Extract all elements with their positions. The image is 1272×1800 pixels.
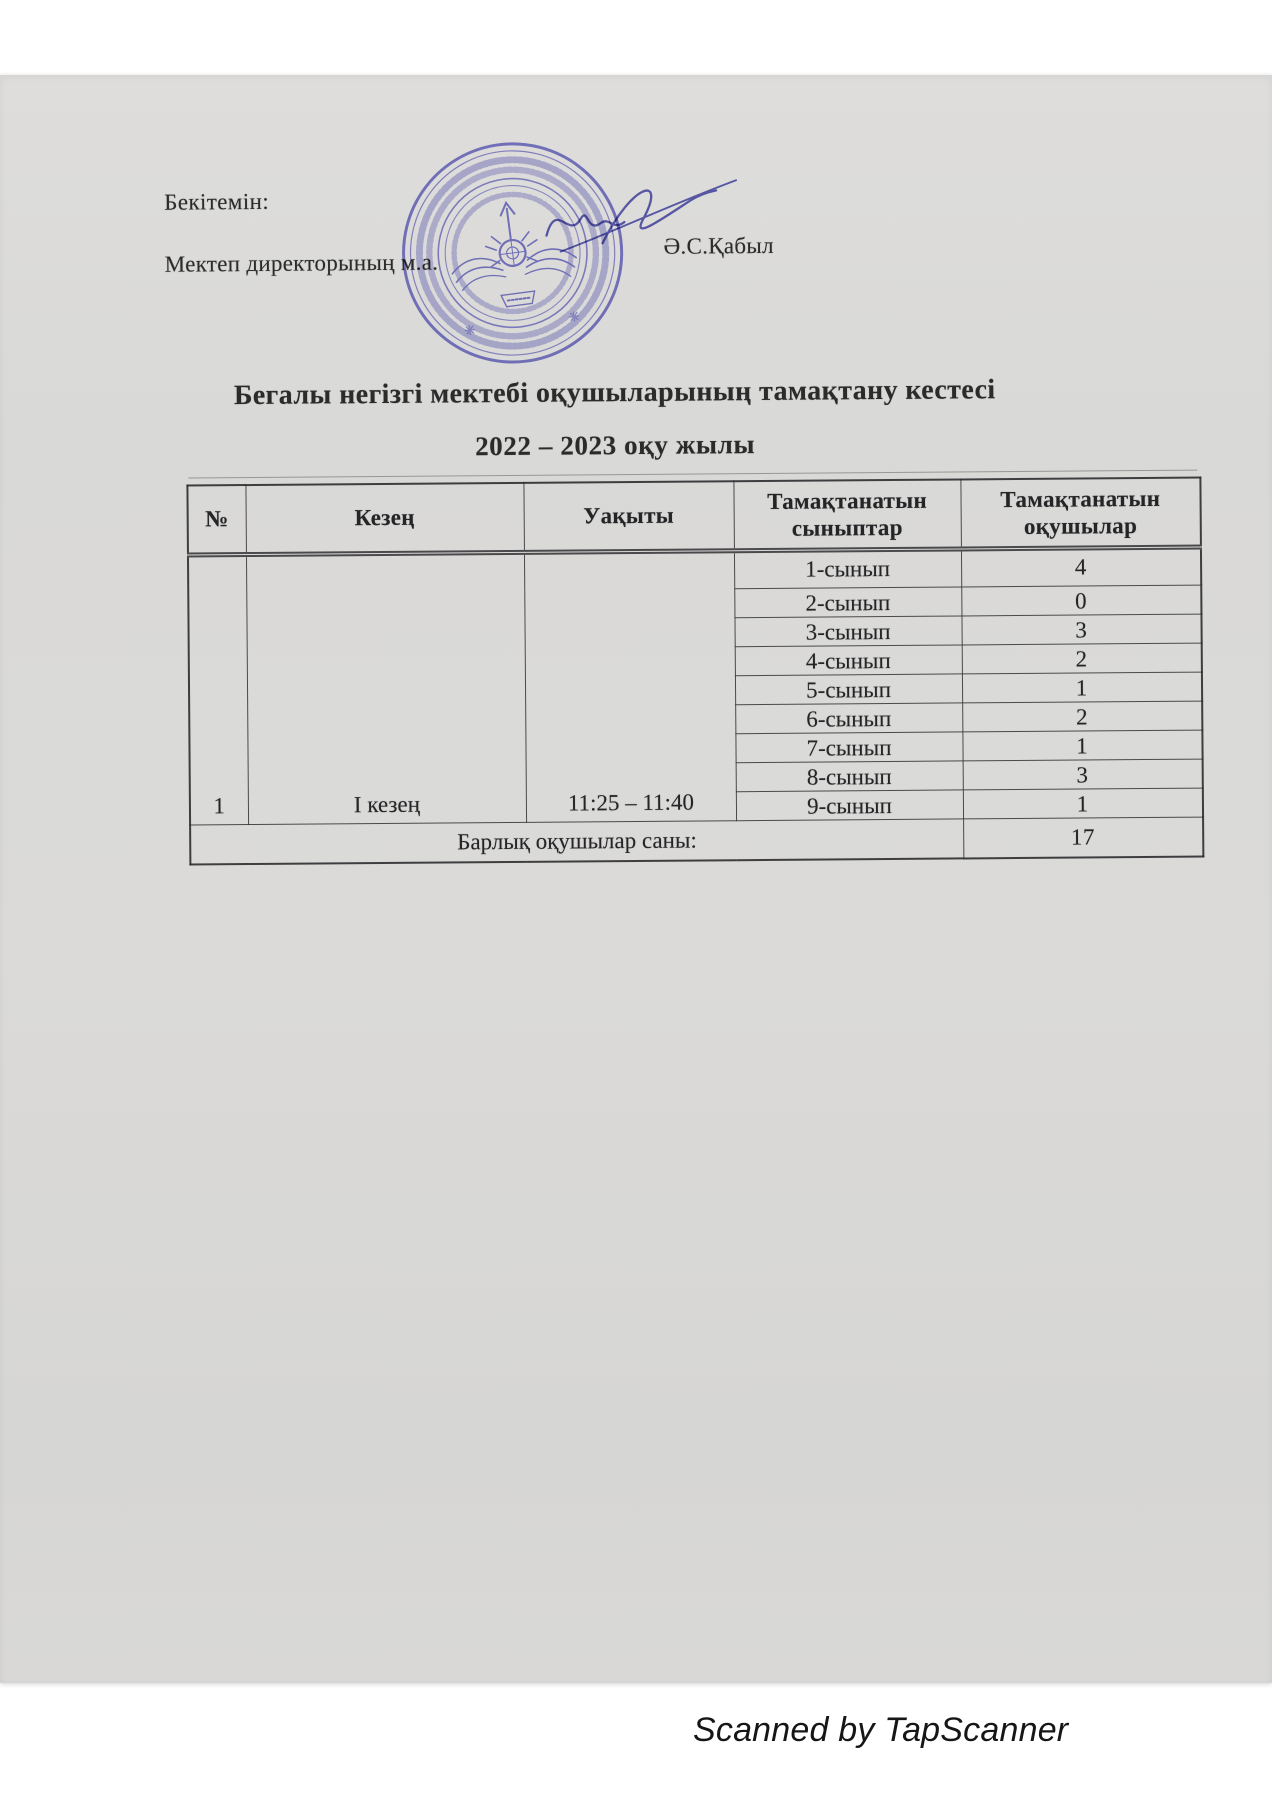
total-label-cell: Барлық оқушылар саны:: [190, 819, 963, 865]
academic-year-subtitle: 2022 – 2023 оқу жылы: [475, 429, 756, 462]
total-value-cell: 17: [963, 817, 1203, 858]
class-name-cell: 3-сынып: [734, 616, 961, 647]
scan-page: [0, 75, 1272, 1683]
period-name-cell: I кезең: [246, 552, 526, 824]
col-header-no: №: [187, 485, 246, 555]
col-header-time: Уақыты: [523, 481, 734, 552]
class-name-cell: 2-сынып: [734, 587, 961, 618]
class-name-cell: 8-сынып: [736, 761, 963, 792]
scanner-watermark: Scanned by TapScanner: [693, 1711, 1069, 1749]
period-number-cell: 1: [188, 555, 248, 825]
document-content: [0, 69, 1272, 1687]
student-count-cell: 2: [962, 701, 1202, 732]
student-count-cell: 3: [963, 759, 1203, 790]
class-name-cell: 9-сынып: [736, 790, 963, 821]
class-name-cell: 5-сынып: [735, 674, 962, 705]
signature-icon: [540, 176, 773, 264]
class-name-cell: 1-сынып: [734, 549, 961, 589]
student-count-cell: 1: [963, 788, 1203, 819]
header-row: [187, 478, 1201, 555]
class-name-cell: 4-сынып: [735, 645, 962, 676]
total-row: [190, 817, 1203, 864]
period-time-cell: 11:25 – 11:40: [524, 551, 736, 823]
class-name-cell: 7-сынып: [735, 732, 962, 763]
director-label: Мектеп директорының м.а.: [164, 249, 439, 277]
meal-schedule-table: [186, 477, 1204, 866]
student-count-cell: 4: [961, 547, 1201, 587]
col-header-period: Кезең: [245, 483, 524, 555]
approve-label: Бекітемін:: [164, 188, 270, 215]
col-header-students: Тамақтанатын оқушылар: [960, 478, 1201, 549]
student-count-cell: 0: [961, 585, 1201, 616]
col-header-classes: Тамақтанатын сыныптар: [733, 479, 961, 550]
student-count-cell: 3: [961, 614, 1201, 645]
class-name-cell: 6-сынып: [735, 703, 962, 734]
student-count-cell: 2: [962, 643, 1202, 674]
document-title: Бегалы негізгі мектебі оқушыларының тамақтану кестесі: [233, 374, 996, 412]
student-count-cell: 1: [962, 730, 1202, 761]
signer-name: Ә.С.Қабыл: [663, 232, 774, 259]
student-count-cell: 1: [962, 672, 1202, 703]
